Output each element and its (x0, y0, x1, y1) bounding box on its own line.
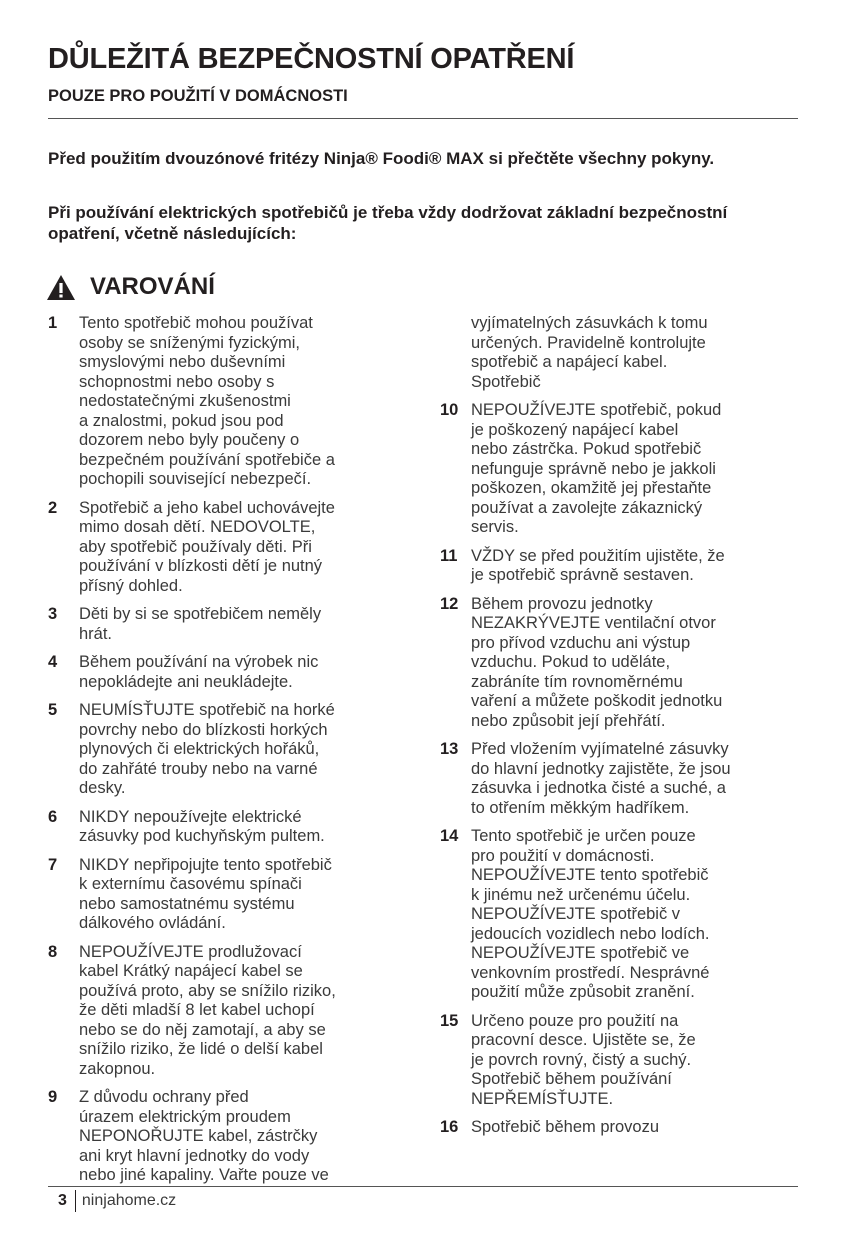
list-item (440, 401, 810, 538)
item-text: Tento spotřebič mohou používat osoby se sníženými fyzickými, smyslovými nebo duševními schopnostmi nebo osoby s nedostatečnými zkušenostmi a znalostmi, pokud jsou pod dozorem nebo byly poučeny o bezpečném používání spotřebiče a pochopili související nebezpečí. (79, 314, 335, 488)
left-column (48, 314, 414, 1195)
item-text: Určeno pouze pro použití na pracovní desce. Ujistěte se, že je povrch rovný, čistý a suchý. Spotřebič během používání NEPŘEMÍSŤUJTE. (471, 1011, 696, 1108)
item-number: 13 (440, 740, 459, 758)
item-number: 6 (48, 807, 58, 826)
list-item (48, 499, 414, 597)
list-item (440, 547, 810, 586)
list-item (48, 856, 414, 934)
item-number: 4 (48, 653, 58, 671)
page-number: 3 (58, 1192, 67, 1209)
item-number: 3 (48, 605, 58, 623)
item-text: Tento spotřebič je určen pouze pro použití v domácnosti. NEPOUŽÍVEJTE tento spotřebič k jinému než určenému účelu. NEPOUŽÍVEJTE spotřebič v jedoucích vozidlech nebo lodích. NEPOUŽÍVEJTE spotřebič ve venkovním prostředí. Nesprávné použití může způsobit zranění. (471, 827, 710, 1001)
right-column (440, 314, 810, 1147)
item-number: 12 (440, 594, 459, 613)
footer-separator (75, 1190, 76, 1212)
list-item (48, 701, 414, 799)
warning-heading (46, 272, 215, 302)
item-number: 10 (440, 401, 459, 419)
item-number: 1 (48, 314, 58, 332)
item-text: NEUMÍSŤUJTE spotřebič na horké povrchy nebo do blízkosti horkých plynových či elektrických hořáků, do zahřáté trouby nebo na varné desky. (79, 701, 335, 797)
footer (58, 1190, 176, 1212)
footer-divider (48, 1186, 798, 1187)
item-text: VŽDY se před použitím ujistěte, že je spotřebič správně sestaven. (471, 546, 725, 584)
warning-triangle-icon (46, 274, 76, 301)
item-number: 11 (440, 546, 458, 565)
website-link[interactable]: ninjahome.cz (81, 1192, 177, 1209)
list-item (440, 1118, 810, 1138)
item-text: Z důvodu ochrany před úrazem elektrickým proudem NEPONOŘUJTE kabel, zástrčky ani kryt hlavní jednotky do vody nebo jiné kapaliny. Vařte pouze ve (79, 1088, 329, 1184)
item-number: 9 (48, 1088, 58, 1106)
item-text: NEPOUŽÍVEJTE spotřebič, pokud je poškozený napájecí kabel nebo zástrčka. Pokud spotřebič nefunguje správně nebo je jakkoli poškozen, okamžitě jej přestaňte používat a zavolejte zákaznický servis. (471, 401, 722, 536)
warning-label: VAROVÁNÍ (90, 273, 215, 300)
header-divider (48, 118, 798, 119)
item-text: Spotřebič a jeho kabel uchovávejte mimo dosah dětí. NEDOVOLTE, aby spotřebič používaly děti. Při používání v blízkosti dětí je nutný přísný dohled. (79, 498, 335, 595)
list-item (440, 827, 810, 1003)
list-item (48, 1088, 414, 1186)
item-9-continuation: vyjímatelných zásuvkách k tomu určených. Pravidelně kontrolujte spotřebič a napájecí kabel. Spotřebič (471, 314, 708, 391)
page-subtitle: POUZE PRO POUŽITÍ V DOMÁCNOSTI (48, 87, 348, 105)
item-text: Děti by si se spotřebičem neměly hrát. (79, 605, 322, 643)
list-item (48, 808, 414, 847)
item-text: Během používání na výrobek nic nepokládejte ani neukládejte. (79, 653, 319, 691)
item-number: 16 (440, 1118, 459, 1136)
item-number: 5 (48, 701, 58, 719)
list-item (440, 1012, 810, 1110)
list-item (440, 740, 810, 818)
list-item (48, 653, 414, 692)
list-item (440, 595, 810, 732)
item-number: 14 (440, 827, 459, 845)
item-number: 2 (48, 498, 58, 517)
item-text: NEPOUŽÍVEJTE prodlužovací kabel Krátký napájecí kabel se používá proto, aby se snížilo riziko, že děti mladší 8 let kabel uchopí nebo se do něj zamotají, a aby se snížilo riziko, že lidé o delší kabel zakopnou. (79, 942, 336, 1078)
intro-read-instructions: Před použitím dvouzónové fritézy Ninja® Foodi® MAX si přečtěte všechny pokyny. (48, 149, 715, 168)
list-item (48, 605, 414, 644)
item-number: 8 (48, 942, 58, 961)
item-text: Během provozu jednotky NEZAKRÝVEJTE ventilační otvor pro přívod vzduchu ani výstup vzduchu. Pokud to uděláte, zabráníte tím rovnoměrnému vaření a můžete poškodit jednotku nebo způsobit její přehřátí. (471, 594, 723, 730)
item-text: NIKDY nepřipojujte tento spotřebič k externímu časovému spínači nebo samostatnému systému dálkového ovládání. (79, 855, 332, 932)
item-text: Před vložením vyjímatelné zásuvky do hlavní jednotky zajistěte, že jsou zásuvka i jednotka čisté a suché, a to otřením měkkým hadříkem. (471, 740, 731, 817)
item-text: NIKDY nepoužívejte elektrické zásuvky pod kuchyňským pultem. (79, 807, 325, 845)
intro-safety-precautions: Při používání elektrických spotřebičů je třeba vždy dodržovat základní bezpečnostní opatření, včetně následujících: (48, 203, 728, 243)
list-item (48, 314, 414, 490)
page-title: DŮLEŽITÁ BEZPEČNOSTNÍ OPATŘENÍ (48, 43, 575, 75)
list-item (48, 943, 414, 1080)
item-number: 7 (48, 855, 58, 874)
item-number: 15 (440, 1011, 459, 1030)
item-text: Spotřebič během provozu (471, 1118, 660, 1136)
